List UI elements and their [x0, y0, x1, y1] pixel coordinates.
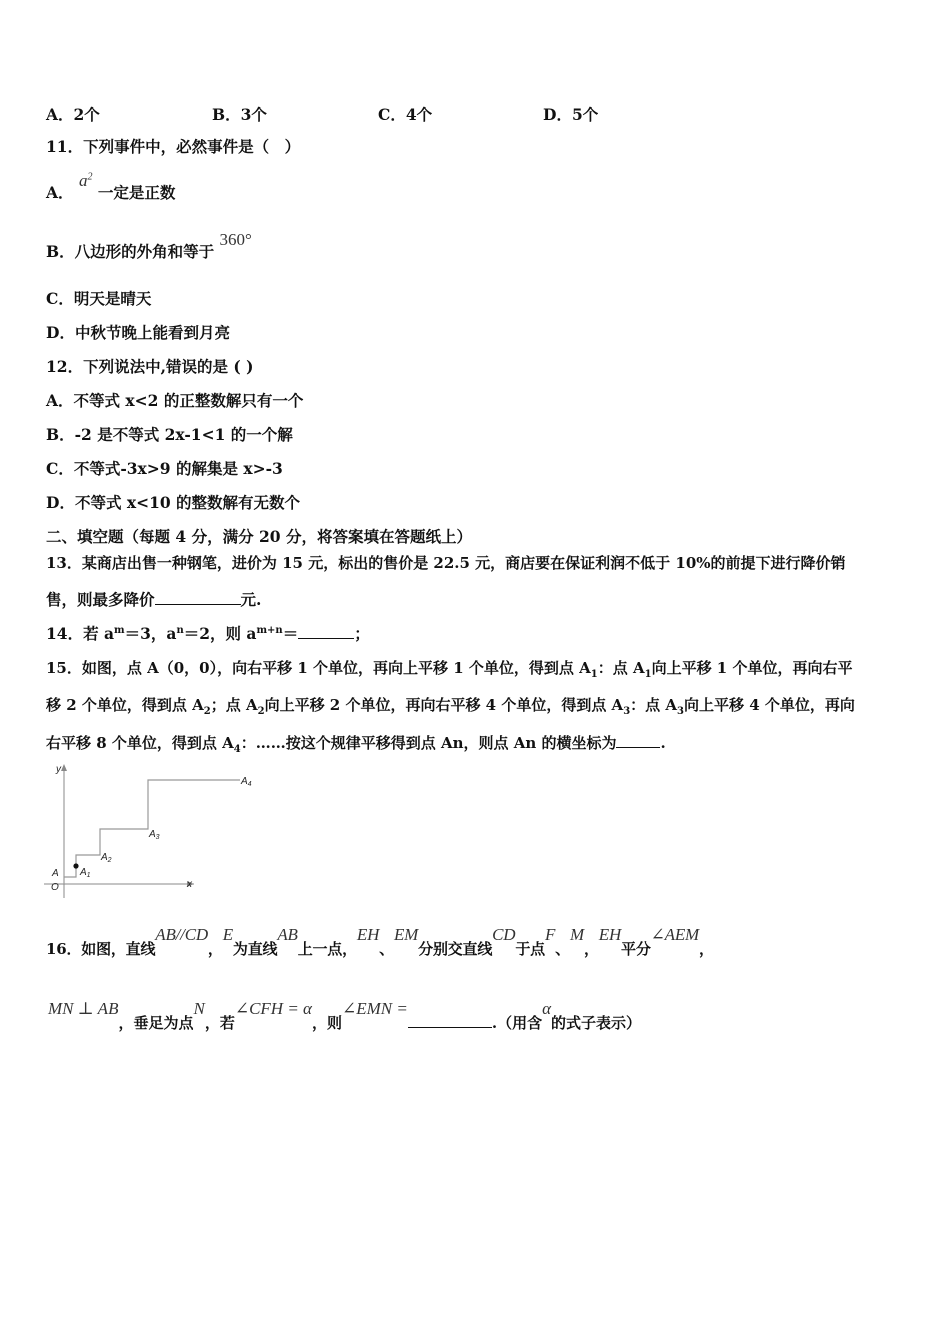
q11-option-b — [46, 230, 252, 262]
q16-line2 — [46, 999, 642, 1033]
q15-figure — [44, 762, 260, 902]
q15-sub-3b: 3 — [677, 706, 685, 717]
q11-a-prefix: A． — [46, 183, 74, 202]
q15-text-3c: . — [660, 734, 666, 752]
q16-t5: 分别交直线 — [418, 940, 493, 958]
q11-b-text: B．八边形的外角和等于 — [46, 242, 215, 261]
q14-end: ； — [354, 624, 370, 643]
q14-text-a: 14．若 a — [46, 624, 115, 643]
q16-math-emn: ∠EMN = — [341, 999, 408, 1018]
origin-label: O — [51, 882, 59, 893]
q15-text-2c: 向上平移 2 个单位，再向右平移 4 个单位，得到点 A — [264, 696, 624, 714]
q16-t6: 于点 — [515, 940, 545, 958]
q16-math-cd: CD — [492, 925, 516, 944]
q16-math-aem: ∠AEM — [650, 925, 700, 944]
q11-a-math — [79, 171, 93, 190]
q15-text-3b: ：……按这个规律平移得到点 An，则点 An 的横坐标为 — [240, 734, 617, 752]
q16-line1 — [46, 925, 714, 959]
q14-exp-n: n — [176, 624, 184, 636]
q16-math-cfh: ∠CFH = α — [234, 999, 312, 1018]
q16-r2t3: ，则 — [311, 1014, 342, 1032]
q15-sub-2: 2 — [203, 706, 211, 717]
q16-t9: 平分 — [621, 940, 651, 958]
q13-answer-blank[interactable] — [155, 590, 241, 605]
q15-text-2d: ：点 A — [630, 696, 678, 714]
q16-t4: 、 — [379, 940, 394, 958]
q13-line1: 13．某商店出售一种钢笔，进价为 15 元，标出的售价是 22.5 元，商店要在保证利润不低于 10%的前提下进行降价销 — [46, 554, 846, 572]
q15-line2 — [46, 695, 855, 715]
section-heading: 二、填空题（每题 4 分，满分 20 分，将答案填在答题纸上） — [46, 527, 472, 546]
y-axis-arrow — [61, 764, 67, 771]
q16-t7: 、 — [555, 940, 570, 958]
q11-a-text: 一定是正数 — [97, 183, 176, 202]
q11-option-d: D．中秋节晚上能看到月亮 — [46, 323, 230, 342]
q16-answer-blank[interactable] — [408, 1013, 492, 1028]
q14-line — [46, 624, 370, 644]
q16-r2t5: 的式子表示） — [551, 1014, 642, 1032]
q11-stem: 11．下列事件中，必然事件是（ ） — [46, 137, 301, 156]
q15-line1 — [46, 658, 852, 678]
q15-text-2a: 移 2 个单位，得到点 A — [46, 696, 204, 714]
q13-unit: 元. — [240, 590, 262, 609]
option-c: C．4个 — [378, 105, 433, 124]
q15-line3 — [46, 733, 666, 753]
q16-math-f: F — [544, 925, 556, 944]
q16-math-mn-ab: MN ⊥ AB — [48, 999, 119, 1018]
q16-math-ab-cd: AB//CD — [155, 925, 208, 944]
q16-t10: ， — [699, 940, 714, 958]
q16-math-ab: AB — [277, 925, 298, 944]
q16-math-m: M — [569, 925, 584, 944]
q15-text-1b: ：点 A — [597, 659, 645, 677]
q16-pre: 16．如图，直线 — [46, 940, 156, 958]
q16-r2t2: ，若 — [204, 1014, 235, 1032]
q14-answer-blank[interactable] — [298, 624, 354, 639]
q12-option-d: D．不等式 x<10 的整数解有无数个 — [46, 493, 301, 512]
q11-a-var: a — [78, 171, 88, 190]
q16-t8: ， — [583, 940, 599, 958]
q12-option-b: B．-2 是不等式 2x-1<1 的一个解 — [46, 425, 293, 444]
q15-text-1c: 向上平移 1 个单位，再向右平 — [651, 659, 853, 677]
q13-line2 — [46, 590, 261, 610]
q16-math-em: EM — [393, 925, 419, 944]
q15-sub-2b: 2 — [257, 706, 265, 717]
q16-math-eh: EH — [356, 925, 380, 944]
q15-sub-4: 4 — [233, 744, 241, 755]
a2-label: $A_2$ — [101, 852, 112, 864]
q12-option-c: C．不等式-3x>9 的解集是 x>-3 — [46, 459, 283, 478]
q13-text: 售，则最多降价 — [46, 590, 155, 609]
q16-math-alpha: α — [542, 999, 552, 1018]
q16-t2: 为直线 — [232, 940, 278, 958]
a1-label: $A_1$ — [80, 867, 91, 879]
q16-r2t4: .（用含 — [491, 1014, 543, 1032]
q11-option-a — [46, 171, 176, 203]
q14-text-c: ＝2，则 a — [183, 624, 257, 643]
q14-text-d: ＝ — [282, 624, 299, 643]
q15-text-1a: 15．如图，点 A（0，0），向右平移 1 个单位，再向上平移 1 个单位，得到点 A — [46, 659, 591, 677]
q15-sub-1: 1 — [590, 669, 598, 680]
q15-text-2b: ；点 A — [210, 696, 258, 714]
option-a: A．2个 — [46, 105, 100, 124]
q16-math-n: N — [193, 999, 205, 1018]
q15-sub-1b: 1 — [644, 669, 652, 680]
q11-option-c: C．明天是晴天 — [46, 289, 152, 308]
option-b: B．3个 — [212, 105, 267, 124]
q14-exp-m: m — [114, 624, 125, 636]
a3-label: $A_3$ — [149, 829, 160, 841]
q15-answer-blank[interactable] — [616, 733, 660, 748]
point-a-label: A — [52, 868, 59, 879]
q14-text-b: ＝3，a — [124, 624, 177, 643]
option-d: D．5个 — [543, 105, 599, 124]
y-axis-label: y — [56, 764, 61, 775]
a1-dot — [73, 863, 78, 868]
q11-a-exp: 2 — [87, 171, 93, 183]
q16-math-e: E — [222, 925, 233, 944]
q12-stem: 12．下列说法中,错误的是 ( ) — [46, 357, 254, 376]
q12-option-a: A．不等式 x<2 的正整数解只有一个 — [46, 391, 304, 410]
a4-label: $A_4$ — [241, 776, 252, 788]
q16-r2t1: ，垂足为点 — [118, 1014, 194, 1032]
q16-math-eh-2: EH — [598, 925, 622, 944]
q15-sub-3: 3 — [623, 706, 631, 717]
q16-t3: 上一点， — [297, 940, 357, 958]
q11-b-math: 360° — [219, 230, 252, 249]
q14-exp-mn: m+n — [256, 624, 283, 636]
q15-text-2e: 向上平移 4 个单位，再向 — [684, 696, 855, 714]
q16-comma-1: ， — [207, 940, 223, 958]
q15-text-3a: 右平移 8 个单位，得到点 A — [46, 734, 234, 752]
x-axis-label: x — [187, 879, 192, 890]
